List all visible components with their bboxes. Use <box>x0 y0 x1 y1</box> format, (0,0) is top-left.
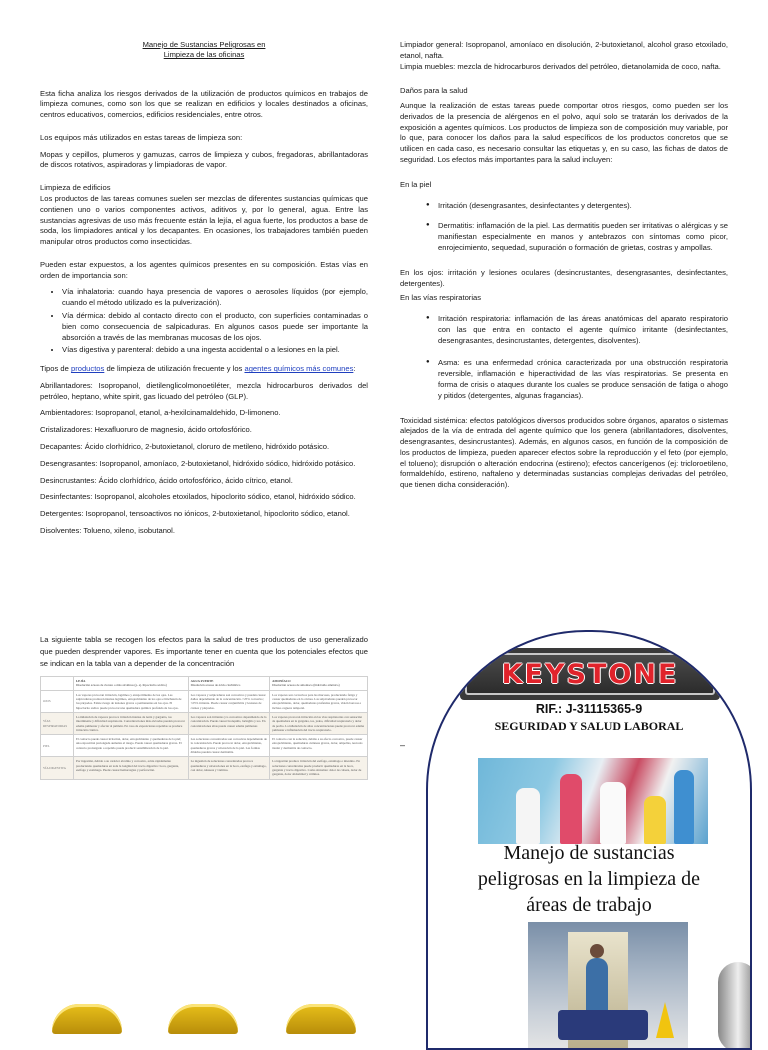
table-intro-text: La siguiente tabla se recogen los efectos para la salud de tres productos de uso generalizado que pueden desprender vapores. Es importante tener en cuenta que los potenciales efectos que se indican en la tabla van a depender de la concentración <box>40 635 368 669</box>
furniture-cleaner: Limpia muebles: mezcla de hidrocarburos derivados del petróleo, dietanolamida de coco, nafta. <box>400 61 721 71</box>
cleaning-worker-photo <box>528 922 688 1050</box>
table-cell: El contacto con la solución, debido a su efecto corrosivo, puede causar enrojecimiento, quemaduras cutáneas graves, dolor, ampollas, necrosis tisular y dermatitis de contacto. <box>270 735 368 757</box>
cleaning-cart-shape <box>558 1010 648 1040</box>
barrel-icon <box>168 1004 238 1034</box>
table-header <box>270 677 368 691</box>
chemical-barrels-image <box>40 1000 370 1024</box>
heading-line: áreas de trabajo <box>526 894 652 916</box>
table-cell-route: PIEL <box>41 735 74 757</box>
table-cell: La inhalación de vapores provoca irritación intensa de nariz y garganta, tos intermitente y dificultad respiratoria. Concentraciones más elevadas pueden provocar edema pulmonar y afectar al pulmón. En caso de exposiciones repetidas se produce irritación crónica. <box>74 712 189 734</box>
product-item: Desinfectantes: Isopropanol, alcoholes etoxilados, hipoclorito sódico, etanol, hidróxido sódico. <box>40 492 356 502</box>
list-item: • Vía inhalatoria: cuando haya presencia de vapores o aerosoles líquidos (por ejemplo, cuando el método utilizado es la pulverización). <box>62 287 368 309</box>
buildings-paragraph: Los productos de las tareas comunes suelen ser mezclas de diferentes sustancias químicas que contienen uno o varios componentes activos, aditivos y, por lo general, agua. Entre las sustancias agresivas de uso más frecuente están la lejía, el agua fuerte, los productos a base de soda, los limpiadores antical y los decapantes. En ocasiones, los trabajadores también pueden manipular otros productos como insecticidas. <box>40 193 368 247</box>
dash-mark: – <box>400 740 406 750</box>
product-types-line <box>40 364 368 375</box>
text-span: : <box>353 364 356 374</box>
worker-head-shape <box>590 944 604 958</box>
product-item: Detergentes: Isopropanol, tensoactivos no iónicos, 2-butoxietanol, hipoclorito sódico, etanol. <box>40 509 350 519</box>
product-item: Desengrasantes: Isopropanol, amoníaco, 2-butoxietanol, hidróxido sódico, hidróxido potásico. <box>40 458 356 468</box>
respiratory-effects-list <box>400 314 728 401</box>
table-header-row <box>41 677 368 691</box>
company-rif: RIF.: J-31115365-9 <box>535 702 643 716</box>
header-sub: Disolución acuosa de cloruro o más alcalinos (p. ej. hipoclorito sódico) <box>76 683 167 688</box>
systemic-toxicity: Toxicidad sistémica: efectos patológicos diversos producidos sobre órganos, aparatos o sistemas alejados de la vía de entrada del agente químico que los genera (abrillantadores, disolventes, desengrasantes, desincrustantes). Además, en algunos casos, en función de la composición de los productos de limpieza, pueden aparecer efectos sobre la reproducción y el feto (por ejemplo, el tolueno); disrupción o alteración endocrina (estireno); efectos cancerígenos (ej: tricloroetileno, formaldehído, estireno, naftaleno y determinadas sustancias complejas derivadas del petróleo, que tienen dicha consideración). <box>400 415 728 490</box>
table-row <box>41 757 368 779</box>
list-item: ● Irritación (desengrasantes, desinfectantes y detergentes). <box>438 201 728 212</box>
agentes-quimicos-link[interactable]: agentes químicos más comunes <box>244 364 354 374</box>
table-cell-route: VÍAS RESPIRATORIAS <box>41 712 74 734</box>
barrel-icon <box>52 1004 122 1034</box>
bottle-icon <box>674 770 694 844</box>
bottle-icon <box>516 788 540 844</box>
section-heading-health: Daños para la salud <box>400 86 468 96</box>
list-item: • Vías digestiva y parenteral: debido a una ingesta accidental o a lesiones en la piel. <box>62 345 368 356</box>
list-item: ● Irritación respiratoria: inflamación de las áreas anatómicas del aparato respiratorio con las que entra en contacto el agente químico irritante (desinfectantes, desengrasantes, desincrustantes, detergentes, disolventes). <box>438 314 728 346</box>
exposure-routes-list <box>40 287 368 356</box>
section-heading-buildings: Limpieza de edificios <box>40 183 111 193</box>
health-paragraph: Aunque la realización de estas tareas puede comportar otros riesgos, como pueden ser los derivados de la presencia de alérgenos en el polvo, aquí solo se tratarán los derivados de la exposición a agentes químicos. Los productos de limpieza son de composición muy variable, por lo que, para conocer los daños para la salud específicos de los productos concretos que se utilicen en cada caso, es necesario consultar las etiquetas y, en su caso, las fichas de datos de seguridad. Los efectos más importantes para la salud incluyen: <box>400 101 728 165</box>
logo-text: KEYSTONE <box>501 658 679 690</box>
list-item: ● Asma: es una enfermedad crónica caracterizada por una obstrucción respiratoria reversible, inflamación e hiperactividad de las vías respiratorias. Se presenta en forma de crisis o ataques durante los cuales se produce sensación de fatiga o ahogo y pitidos (detergentes, algunas fragancias). <box>438 358 728 401</box>
bottle-icon <box>644 796 666 844</box>
table-cell: Los vapores son corrosivos para las mucosas, produciendo fatiga y causar quemaduras en la córnea. Las salpicaduras pueden provocar enrojecimiento, dolor, quemaduras profundas graves, visión borrosa e incluso ceguera temporal. <box>270 690 368 712</box>
logo-frame <box>465 653 715 695</box>
table-cell-route: VÍA DIGESTIVA <box>41 757 74 779</box>
table-header-corner <box>41 677 74 691</box>
brochure-cover <box>426 630 752 1050</box>
productos-link[interactable]: productos <box>70 364 105 374</box>
worker-shape <box>586 958 608 1018</box>
wet-floor-sign-icon <box>656 1002 674 1038</box>
general-cleaner: Limpiador general: Isopropanol, amoníaco en disolución, 2-butoxietanol, alcohol graso etoxilado, etanol, nafta. <box>400 40 728 60</box>
header-sub: Disolución acuosa de ácido clorhídrico <box>190 683 241 688</box>
table-cell: Los vapores y salpicaduras son corrosivos y pueden causar daños dependiendo de la concentración. >25% corrosivo; <25% irritante. Puede causar conjuntivitis y lesiones de córnea y párpados. <box>188 690 270 712</box>
brochure-heading <box>428 840 750 918</box>
table-cell: Los vapores son irritantes y/o corrosivos dependiendo de la concentración. Puede causar bronquitis, laringitis y tos. En concentraciones altas puede causar edema pulmonar. <box>188 712 270 734</box>
intro-paragraph: Esta ficha analiza los riesgos derivados de la utilización de productos químicos en trabajos de limpieza comunes, como son los que se realizan en edificios y locales destinados a oficinas, centros educativos, comercios, edificios residenciales, entre otros. <box>40 88 368 120</box>
product-item: Disolventes: Tolueno, xileno, isobutanol. <box>40 525 175 535</box>
equipment-question: Los equipos más utilizados en estas tareas de limpieza son: <box>40 132 243 142</box>
cleaning-products-photo <box>478 758 708 844</box>
bottle-icon <box>560 774 582 844</box>
header-sub: Disolución acuosa de amoníaco (hidróxido amónico) <box>272 683 340 688</box>
header-name: AMONÍACO <box>272 679 291 683</box>
table-row <box>41 690 368 712</box>
skin-effects-list <box>400 201 728 254</box>
product-list <box>40 381 368 537</box>
bottle-icon <box>600 782 626 844</box>
product-item: Decapantes: Ácido clorhídrico, 2-butoxietanol, cloruro de metileno, hidróxido potásico. <box>40 442 330 452</box>
product-item: Desincrustantes: Ácido clorhídrico, ácido ortofosfórico, ácido cítrico, etanol. <box>40 475 293 485</box>
product-item: Abrillantadores: Isopropanol, dietilenglicolmonoetiléter, mezcla hidrocarburos derivados del petróleo, heptano, white spirit, gas licuado del petróleo (GLP). <box>40 380 368 401</box>
equipment-list: Mopas y cepillos, plumeros y gamuzas, carros de limpieza y cubos, fregadoras, abrillantadoras de discos rotativos, aspiradoras y limpiadoras de vapor. <box>40 149 368 170</box>
health-effects-table <box>40 676 368 780</box>
product-item: Ambientadores: Isopropanol, etanol, a-hexilcinamaldehido, D-limoneno. <box>40 408 281 418</box>
barrel-icon <box>286 1004 356 1034</box>
table-row <box>41 735 368 757</box>
metal-decoration <box>718 962 752 1050</box>
list-item: • Vía dérmica: debido al contacto directo con el producto, con superficies contaminadas o bien como consecuencia de salpicaduras. En algunos casos puede ser importante la absorción a través de las membranas mucosas de los ojos. <box>62 311 368 343</box>
table-cell: Los vapores provocan irritación, lagrimeo y enrojecimiento de los ojos. Las salpicaduras producen intensa lagrimeo, enrojecimiento de los ojos e hinchazón de los párpados. Existe riesgo de lesiones graves o permanentes en los ojos. El hipoclorito sódico puede provocar una quemadura química profunda de los ojos. <box>74 690 189 712</box>
table-cell-route: OJOS <box>41 690 74 712</box>
text-span: de limpieza de utilización frecuente y los <box>104 364 245 374</box>
eyes-effects: En los ojos: irritación y lesiones oculares (desincrustantes, desengrasantes, desinfectantes, detergentes). <box>400 267 728 288</box>
title-line-1: Manejo de Sustancias Peligrosas en <box>142 40 266 49</box>
table-cell: El contacto puede causar irritación, dolor, enrojecimiento y quemaduras de la piel; una exposición prolongada aumenta el riesgo. Puede causar quemaduras graves. El contacto prolongado o repetido puede producir sensibilización de la piel. <box>74 735 189 757</box>
header-name: AGUA FUERTE <box>190 679 214 683</box>
keystone-logo <box>460 648 720 700</box>
section-heading-respiratory: En las vías respiratorias <box>400 293 482 303</box>
text-span: Tipos de <box>40 364 71 374</box>
table-header <box>188 677 270 691</box>
list-item: ● Dermatitis: inflamación de la piel. Las dermatitis pueden ser irritativas o alérgicas y se manifiestan especialmente en manos y antebrazos con síntomas como picor, enrojecimiento, sequedad, supuración o formación de grietas, costras y ampollas. <box>438 221 728 253</box>
table-cell: La ingestión produce irritación del esófago, estómago e intestino. En soluciones concentradas puede producir quemaduras en la boca, garganta y tracto digestivo. Como síntomas: dolor de cabeza, dolor de garganta, dolor abdominal y vómitos. <box>270 757 368 779</box>
table-cell: La ingestión de soluciones concentradas provoca quemaduras y ulceraciones en la boca, esófago y estómago, con dolor, náuseas y vómitos. <box>188 757 270 779</box>
heading-line: Manejo de sustancias <box>503 842 675 864</box>
product-item: Cristalizadores: Hexafluoruro de magnesio, ácido ortofosfórico. <box>40 425 252 435</box>
table-cell: Por ingestión, debido a su carácter alcalino y corrosivo, actúa rápidamente produciendo quemaduras en toda la longitud del tracto digestivo: boca, garganta, esófago y estómago. Puede causar hemorragias y perforación. <box>74 757 189 779</box>
routes-intro: Pueden estar expuestos, a los agentes químicos presentes en su composición. Estas vías en orden de importancia son: <box>40 259 368 280</box>
title-line-2: Limpieza de las oficinas <box>163 50 245 60</box>
table-cell: Los vapores provocan irritación en las vías respiratorias con sensación de quemadura en la garganta, tos, jadeo, dificultad respiratoria y dolor de pecho. La inhalación de altas concentraciones puede provocar edema pulmonar e inflamación del tracto respiratorio. <box>270 712 368 734</box>
header-name: LEJÍA <box>76 679 86 683</box>
left-column <box>40 40 368 543</box>
section-heading-skin: En la piel <box>400 179 432 189</box>
document-title <box>40 40 368 61</box>
heading-line: peligrosas en la limpieza de <box>477 868 701 890</box>
brochure-subtitle: SEGURIDAD Y SALUD LABORAL <box>494 719 684 733</box>
right-column <box>400 40 728 497</box>
table-cell: Las soluciones concentradas son corrosivas dependiendo de la concentración. Puede provocar dolor, enrojecimiento, quemaduras graves y ulceración de la piel. Las formas diluidas pueden causar dermatitis. <box>188 735 270 757</box>
table-header <box>74 677 189 691</box>
table-row <box>41 712 368 734</box>
table-intro <box>40 634 368 670</box>
